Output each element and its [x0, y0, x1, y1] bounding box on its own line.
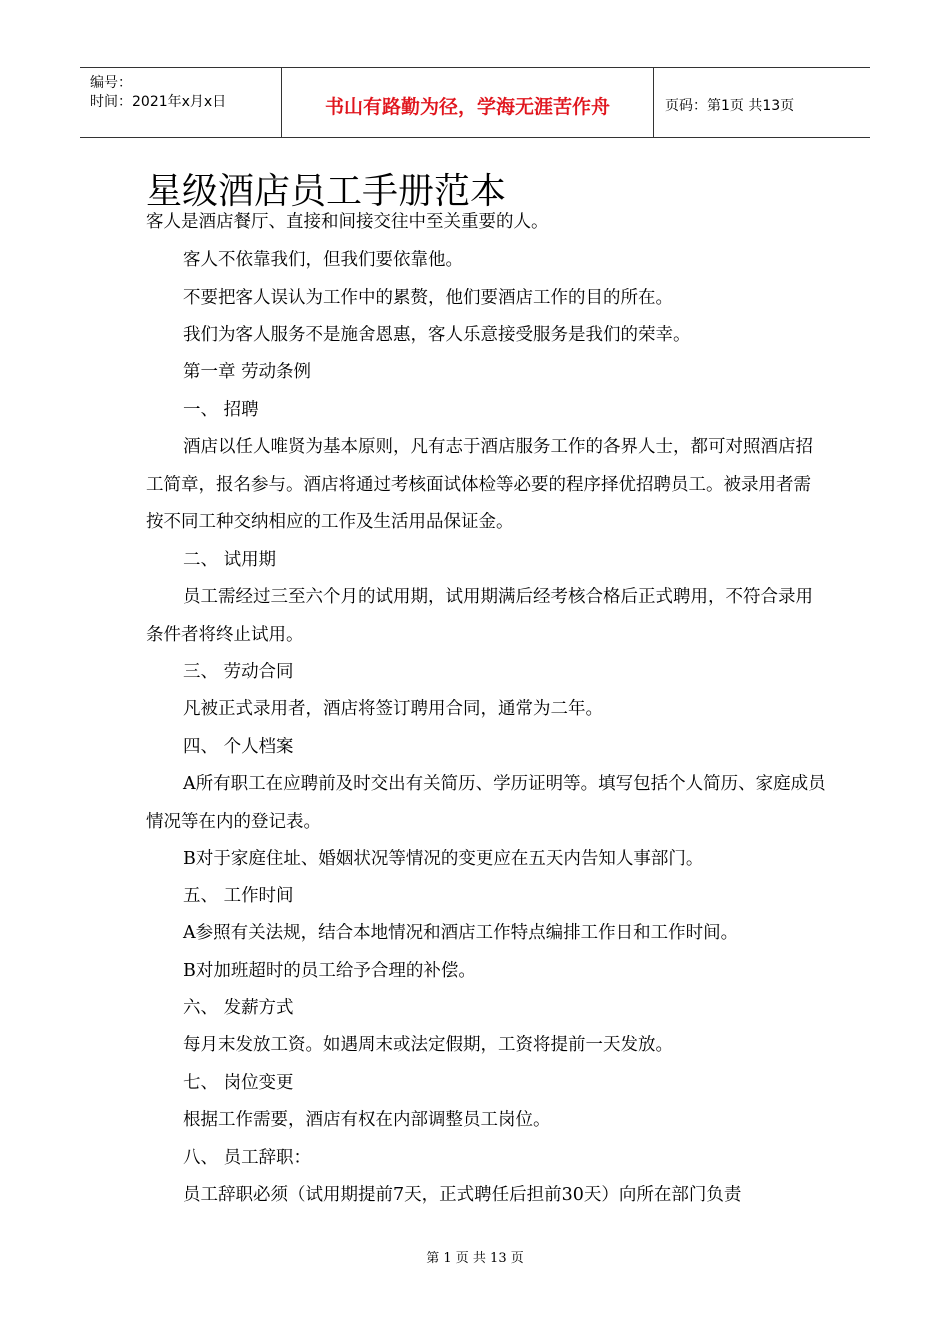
document-title: 星级酒店员工手册范本 [146, 171, 507, 212]
header-motto-cell [282, 68, 654, 137]
header-meta-cell [80, 68, 282, 137]
section-heading: 八、 员工辞职： [183, 1148, 312, 1168]
body-paragraph: B对于家庭住址、婚姻状况等情况的变更应在五天内告知人事部门。 [183, 849, 704, 869]
body-paragraph: 员工辞职必须（试用期提前7天，正式聘任后担前30天）向所在部门负责 [183, 1185, 742, 1205]
section-heading: 一、 招聘 [183, 400, 259, 420]
section-heading: 四、 个人档案 [183, 737, 294, 757]
body-paragraph: 酒店以任人唯贤为基本原则，凡有志于酒店服务工作的各界人士，都可对照酒店招工简章，报名参与。酒店将通过考核面试体检等必要的程序择优招聘员工。被录用者需按不同工种交纳相应的工作及生活用品保证金。 [146, 437, 813, 532]
section-heading: 二、 试用期 [183, 550, 277, 570]
body-paragraph: B对加班超时的员工给予合理的补偿。 [183, 961, 476, 981]
body-paragraph: 员工需经过三至六个月的试用期，试用期满后经考核合格后正式聘用，不符合录用条件者将终止试用。 [146, 587, 813, 645]
document-time-label: 时间：2021年x月x日 [90, 94, 227, 110]
body-paragraph: 不要把客人误认为工作中的累赘，他们要酒店工作的目的所在。 [183, 288, 673, 308]
body-paragraph: 客人是酒店餐厅、直接和间接交往中至关重要的人。 [146, 212, 549, 232]
section-heading: 五、 工作时间 [183, 886, 294, 906]
body-paragraph: 客人不依靠我们，但我们要依靠他。 [183, 250, 463, 270]
section-heading: 三、 劳动合同 [183, 662, 294, 682]
chapter-heading: 第一章 劳动条例 [183, 362, 312, 382]
document-number-label: 编号： [90, 75, 132, 91]
header-page-cell [654, 68, 870, 137]
page-footer: 第 1 页 共 13 页 [426, 1251, 524, 1266]
body-paragraph: 凡被正式录用者，酒店将签订聘用合同，通常为二年。 [183, 699, 603, 719]
page-header [80, 67, 870, 138]
header-motto: 书山有路勤为径，学海无涯苦作舟 [324, 96, 610, 118]
section-heading: 七、 岗位变更 [183, 1073, 294, 1093]
body-paragraph: 根据工作需要，酒店有权在内部调整员工岗位。 [183, 1110, 551, 1130]
header-page-info: 页码：第1页 共13页 [665, 98, 795, 114]
body-paragraph: A所有职工在应聘前及时交出有关简历、学历证明等。填写包括个人简历、家庭成员情况等在内的登记表。 [146, 774, 826, 832]
body-paragraph: 每月末发放工资。如遇周末或法定假期，工资将提前一天发放。 [183, 1035, 673, 1055]
section-heading: 六、 发薪方式 [183, 998, 294, 1018]
body-paragraph: A参照有关法规，结合本地情况和酒店工作特点编排工作日和工作时间。 [183, 923, 739, 943]
body-paragraph: 我们为客人服务不是施舍恩惠，客人乐意接受服务是我们的荣幸。 [183, 325, 691, 345]
